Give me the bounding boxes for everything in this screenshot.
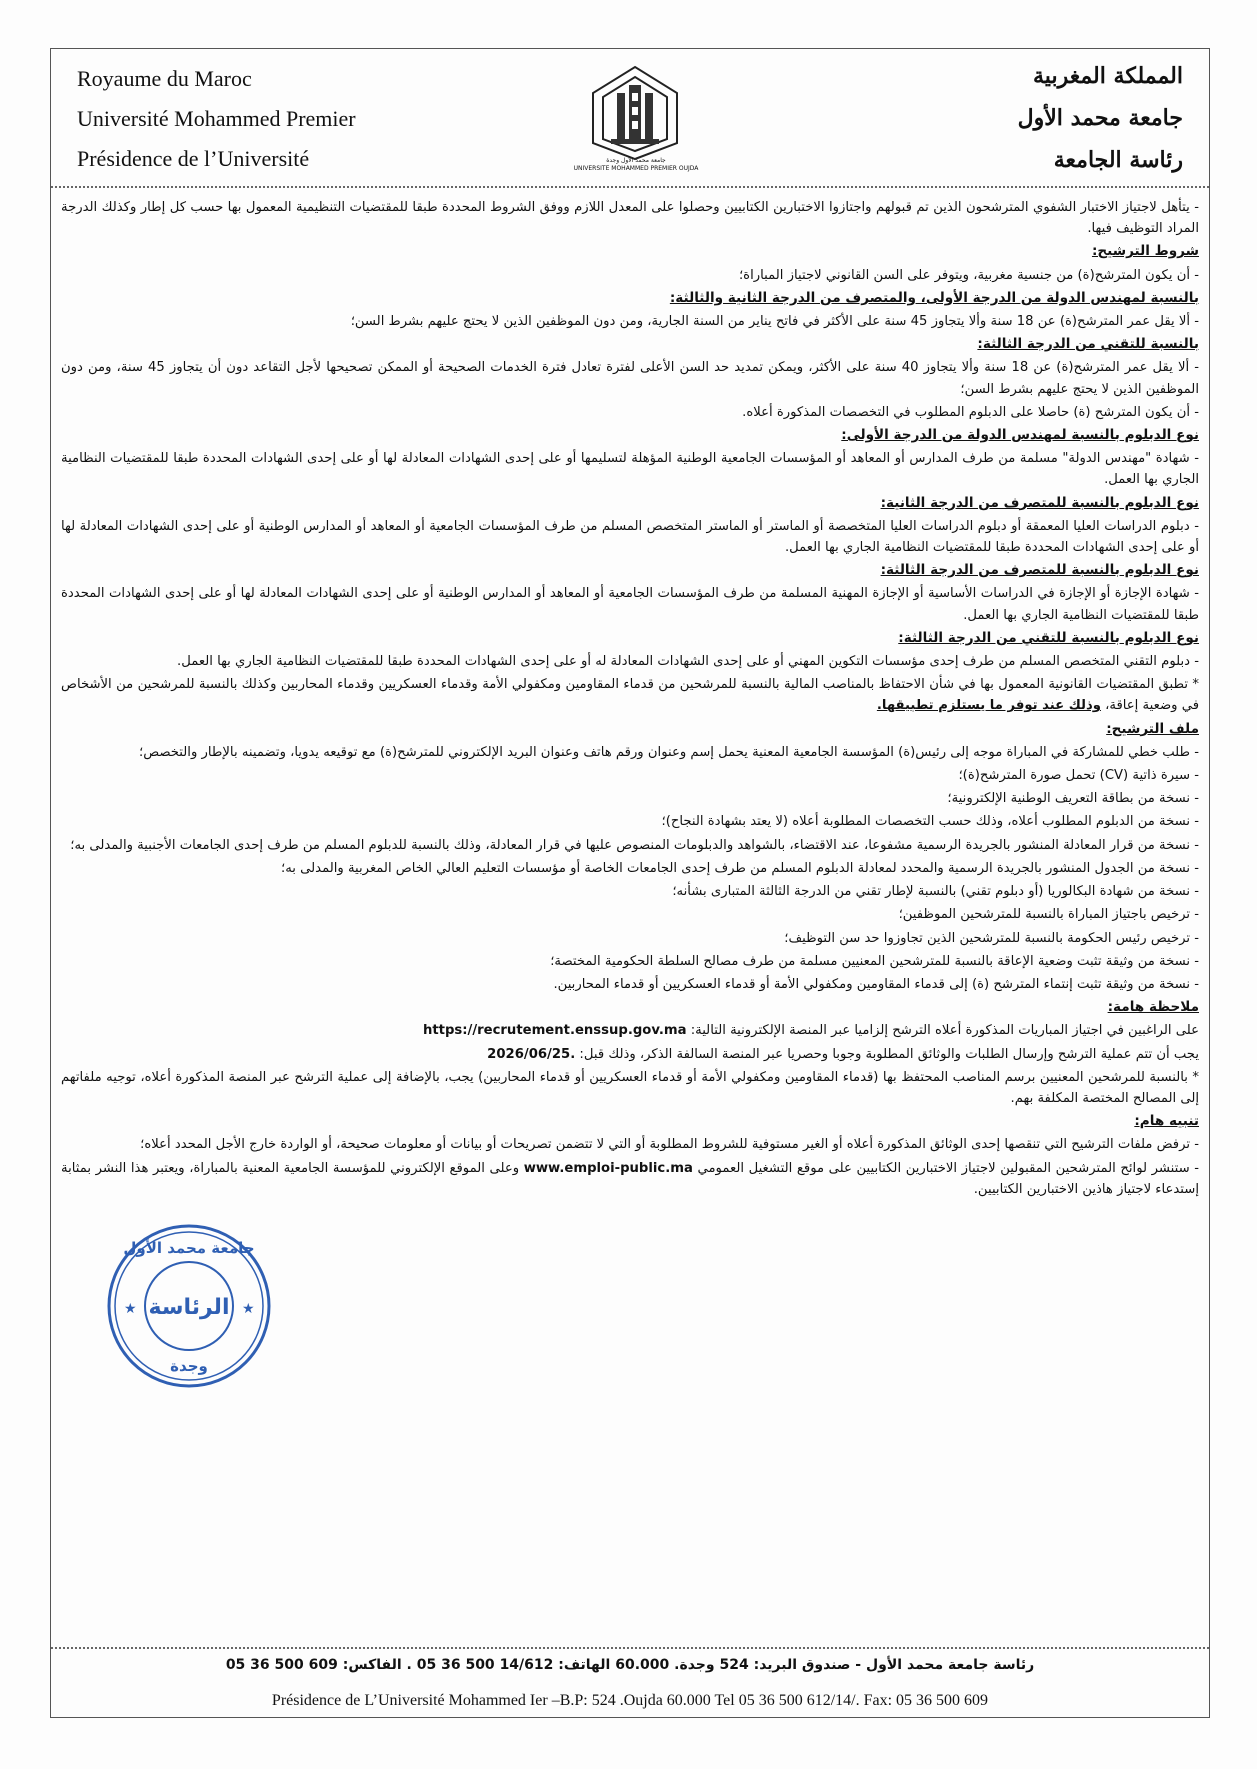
platform-url-link[interactable]: https://recrutement.enssup.gov.ma: [422, 1023, 687, 1039]
list-item: - سيرة ذاتية (CV) تحمل صورة المترشح(ة)؛: [958, 768, 1199, 784]
reserved-candidates-note: * بالنسبة للمرشحين المعنيين برسم المناصب المحتفظ بها (قدماء المقاومين ومكفولي الأمة أو قدماء العسكريين أو قدماء المحاربين) يجب، بالإضافة إلى عملية الترشح عبر المنصة المذكورة أعلاه، توجيه ملفاتهم إلى المصالح المختصة المكلفة بهم.: [61, 1069, 1199, 1106]
publication-note-text-a: - ستنشر لوائح المترشحين المقبولين لاجتياز الاختبارين الكتابيين على موقع التشغيل العمومي: [692, 1160, 1199, 1176]
list-item: - طلب خطي للمشاركة في المباراة موجه إلى رئيس(ة) المؤسسة الجامعية المعنية يحمل إسم وعنوان ورقم هاتف وعنوان البريد الإلكتروني للمترشح(ة) مع توقيعه يدويا، وتضمينه بالإطار والتخصص؛: [139, 744, 1199, 760]
reserved-posts-bold: وذلك عند توفر ما يستلزم تطبيقها.: [876, 698, 1101, 714]
list-item: - نسخة من وثيقة تثبت وضعية الإعاقة بالنسبة للمترشحين المعنيين مسلمة من طرف مصالح السلطة الحكومية المختصة؛: [550, 953, 1199, 969]
stamp-center-text: الرئاسة: [148, 1295, 230, 1320]
platform-note: [61, 1020, 1199, 1041]
diploma-admin3: - شهادة الإجازة أو الإجازة في الدراسات الأساسية أو الإجازة المهنية المسلمة من طرف المؤسسات الجامعية أو المعاهد أو المدارس الوطنية أو على إحدى الشهادات المعادلة لها أو على إحدى الشهادات المحددة طبقا للمقتضيات النظامية الجاري بها العمل.: [61, 586, 1199, 623]
emploi-public-link[interactable]: www.emploi-public.ma: [523, 1160, 693, 1176]
footer-divider: [51, 1647, 1209, 1649]
reserved-posts-text: * تطبق المقتضيات القانونية المعمول بها في شأن الاحتفاظ بالمناصب المالية بالنسبة للمرشحين من قدماء المقاومين ومكفولي الأمة وقدماء العسكريين وقدماء المحاربين وكذلك بالنسبة للمرشحين من الأشخاص في وضعية إعاقة،: [61, 677, 1199, 714]
publication-note: [61, 1158, 1199, 1200]
kingdom-fr: Royaume du Maroc: [77, 66, 252, 91]
deadline-note: [61, 1044, 1199, 1065]
kingdom-ar: المملكة المغربية: [1033, 63, 1183, 89]
list-item: - نسخة من قرار المعادلة المنشور بالجريدة الرسمية مشفوعا، عند الاقتضاء، بالشواهد والدبلومات المنصوص عليها في قرار المعادلة، وذلك بالنسبة للدبلوم المسلم من طرف إحدى الجامعات الأجنبية والمدلى به؛: [70, 837, 1199, 853]
document-page: [50, 48, 1210, 1718]
diploma-condition: - أن يكون المترشح (ة) حاصلا على الدبلوم المطلوب في التخصصات المذكورة أعلاه.: [742, 404, 1199, 420]
intro-paragraph: - يتأهل لاجتياز الاختبار الشفوي المترشحون الذين تم قبولهم واجتازوا الاختبارين الكتابيين وحصلوا على المعدل اللازم ووفق الشروط المحددة طبقا للمقتضيات التنظيمية المعمول بها حسب كل إطار وكذلك الدرجة المراد التوظيف فيها.: [61, 200, 1199, 237]
svg-text:★: ★: [242, 1301, 255, 1317]
letterhead-french: [77, 59, 356, 179]
age-condition-technician: - ألا يقل عمر المترشح(ة) عن 18 سنة وألا يتجاوز 40 سنة على الأكثر، ويمكن تمديد حد السن الأعلى لفترة تعادل فترة الخدمات الصحيحة أو الممكن تصحيحها لأجل التقاعد دون أن يتجاوز 45 سنة، ومن دون الموظفين الذين لا يحتج عليهم بشرط السن؛: [61, 360, 1199, 397]
svg-text:★: ★: [124, 1301, 137, 1317]
list-item: - ترخيص رئيس الحكومة بالنسبة للمترشحين الذين تجاوزوا حد سن التوظيف؛: [784, 930, 1199, 946]
logo-caption-fr: UNIVERSITE MOHAMMED PREMIER OUJDA: [573, 165, 699, 172]
section-title-diploma-engineer: نوع الدبلوم بالنسبة لمهندس الدولة من الدرجة الأولى:: [841, 427, 1199, 444]
section-title-diploma-admin2: نوع الدبلوم بالنسبة للمتصرف من الدرجة الثانية:: [880, 494, 1199, 511]
section-title-conditions: شروط الترشيح:: [1091, 243, 1199, 260]
section-title-engineer-admin: بالنسبة لمهندس الدولة من الدرجة الأولى، والمتصرف من الدرجة الثانية والثالثة:: [669, 289, 1199, 306]
section-title-diploma-technician: نوع الدبلوم بالنسبة للتقني من الدرجة الثالثة:: [898, 629, 1199, 646]
footer-french: Présidence de L’Université Mohammed Ier –B.P: 524 .Oujda 60.000 Tel 05 36 500 612/14/. Fax: 05 36 500 609: [271, 1692, 989, 1709]
condition-nationality: - أن يكون المترشح(ة) من جنسية مغربية، ويتوفر على السن القانوني لاجتياز المباراة؛: [738, 267, 1199, 283]
university-fr: Université Mohammed Premier: [77, 106, 356, 131]
announcement-body: [61, 197, 1199, 1202]
presidency-fr: Présidence de l’Université: [77, 146, 310, 171]
header-divider: [51, 186, 1209, 188]
section-title-important-note: ملاحظة هامة:: [1107, 999, 1199, 1016]
deadline-date: 2026/06/25.: [487, 1046, 576, 1062]
diploma-engineer: - شهادة "مهندس الدولة" مسلمة من طرف المدارس أو المعاهد أو المؤسسات الجامعية الوطنية المؤهلة لتسليمها أو على إحدى الشهادات المعادلة لها أو على إحدى الشهادات المحددة طبقا للمقتضيات النظامية الجاري بها العمل.: [61, 451, 1199, 488]
logo-caption: [551, 157, 721, 173]
list-item: - نسخة من بطاقة التعريف الوطنية الإلكترونية؛: [947, 791, 1199, 807]
list-item: - نسخة من الدبلوم المطلوب أعلاه، وذلك حسب التخصصات المطلوبة أعلاه (لا يعتد بشهادة النجاح)؛: [661, 814, 1199, 830]
section-title-diploma-admin3: نوع الدبلوم بالنسبة للمتصرف من الدرجة الثالثة:: [880, 562, 1199, 579]
list-item: - نسخة من الجدول المنشور بالجريدة الرسمية والمحدد لمعادلة الدبلوم المسلم من طرف إحدى الجامعات الخاصة أو مؤسسات التعليم العالي الخاص المغربية والمدلى به؛: [281, 860, 1199, 876]
letterhead-arabic: [1018, 55, 1183, 181]
stamp-top-text: جامعة محمد الأول: [123, 1239, 255, 1257]
section-title-technician: بالنسبة للتقني من الدرجة الثالثة:: [977, 336, 1199, 353]
logo-caption-ar: جامعة محمد الأول وجدة: [606, 157, 666, 164]
application-file-list: [61, 742, 1199, 995]
university-ar: جامعة محمد الأول: [1017, 105, 1183, 131]
age-condition-engineer: - ألا يقل عمر المترشح(ة) عن 18 سنة وألا يتجاوز 45 سنة على الأكثر في فاتح يناير من السنة الجارية، ومن دون الموظفين الذين لا يحتج عليهم بشرط السن؛: [350, 314, 1199, 330]
list-item: - نسخة من شهادة البكالوريا (أو دبلوم تقني) بالنسبة لإطار تقني من الدرجة الثالثة المتبارى بشأنه؛: [672, 884, 1199, 900]
publication-note-text-b: وعلى الموقع الإلكتروني للمؤسسة الجامعية المعنية بالمباراة، ويعتبر هذا النشر بمثابة إستدعاء لاجتياز هاذين الاختبارين الكتابيين.: [61, 1160, 1199, 1197]
diploma-technician: - دبلوم التقني المتخصص المسلم من طرف إحدى مؤسسات التكوين المهني أو على إحدى الشهادات المعادلة له أو على إحدى الشهادات المحددة طبقا للمقتضيات النظامية الجاري بها العمل.: [177, 654, 1199, 670]
list-item: - ترخيص باجتياز المباراة بالنسبة للمترشحين الموظفين؛: [898, 907, 1199, 923]
section-title-application-file: ملف الترشيح:: [1106, 720, 1199, 737]
university-logo-icon: [565, 63, 705, 163]
rejection-note: - ترفض ملفات الترشيح التي تنقصها إحدى الوثائق المذكورة أعلاه أو الغير مستوفية للشروط المطلوبة أو التي لا تتضمن تصريحات أو بيانات أو معلومات صحيحة، أو الواردة خارج الأجل المحدد أعلاه؛: [140, 1137, 1199, 1153]
presidency-ar: رئاسة الجامعة: [1053, 147, 1183, 173]
footer-arabic: رئاسة جامعة محمد الأول - صندوق البريد: 524 وجدة. 60.000 الهاتف: 14/612 500 36 05 . الفاكس: 609 500 36 05: [225, 1657, 1035, 1673]
platform-note-text: على الراغبين في اجتياز المباريات المذكورة أعلاه الترشح إلزاميا عبر المنصة الإلكترونية التالية:: [686, 1023, 1199, 1039]
deadline-note-text: يجب أن تتم عملية الترشح وإرسال الطلبات والوثائق المطلوبة وجوبا وحصريا عبر المنصة السالفة الذكر، وذلك قبل:: [575, 1046, 1199, 1062]
list-item: - نسخة من وثيقة تثبت إنتماء المترشح (ة) إلى قدماء المقاومين ومكفولي الأمة أو قدماء العسكريين أو قدماء المحاربين.: [553, 976, 1199, 992]
diploma-admin2: - دبلوم الدراسات العليا المعمقة أو دبلوم الدراسات العليا المتخصصة أو الماستر أو الماستر المتخصص المسلم من طرف المؤسسات الجامعية أو المعاهد أو المدارس الوطنية أو على إحدى الشهادات المعادلة لها أو على إحدى الشهادات المحددة طبقا للمقتضيات النظامية الجاري بها العمل.: [61, 518, 1199, 556]
stamp-bottom-text: وجدة: [170, 1357, 208, 1375]
official-stamp-icon: [104, 1221, 274, 1391]
reserved-posts-note: [61, 674, 1199, 716]
section-title-warning: تنبيه هام:: [1134, 1113, 1199, 1130]
letterhead: [51, 49, 1209, 186]
